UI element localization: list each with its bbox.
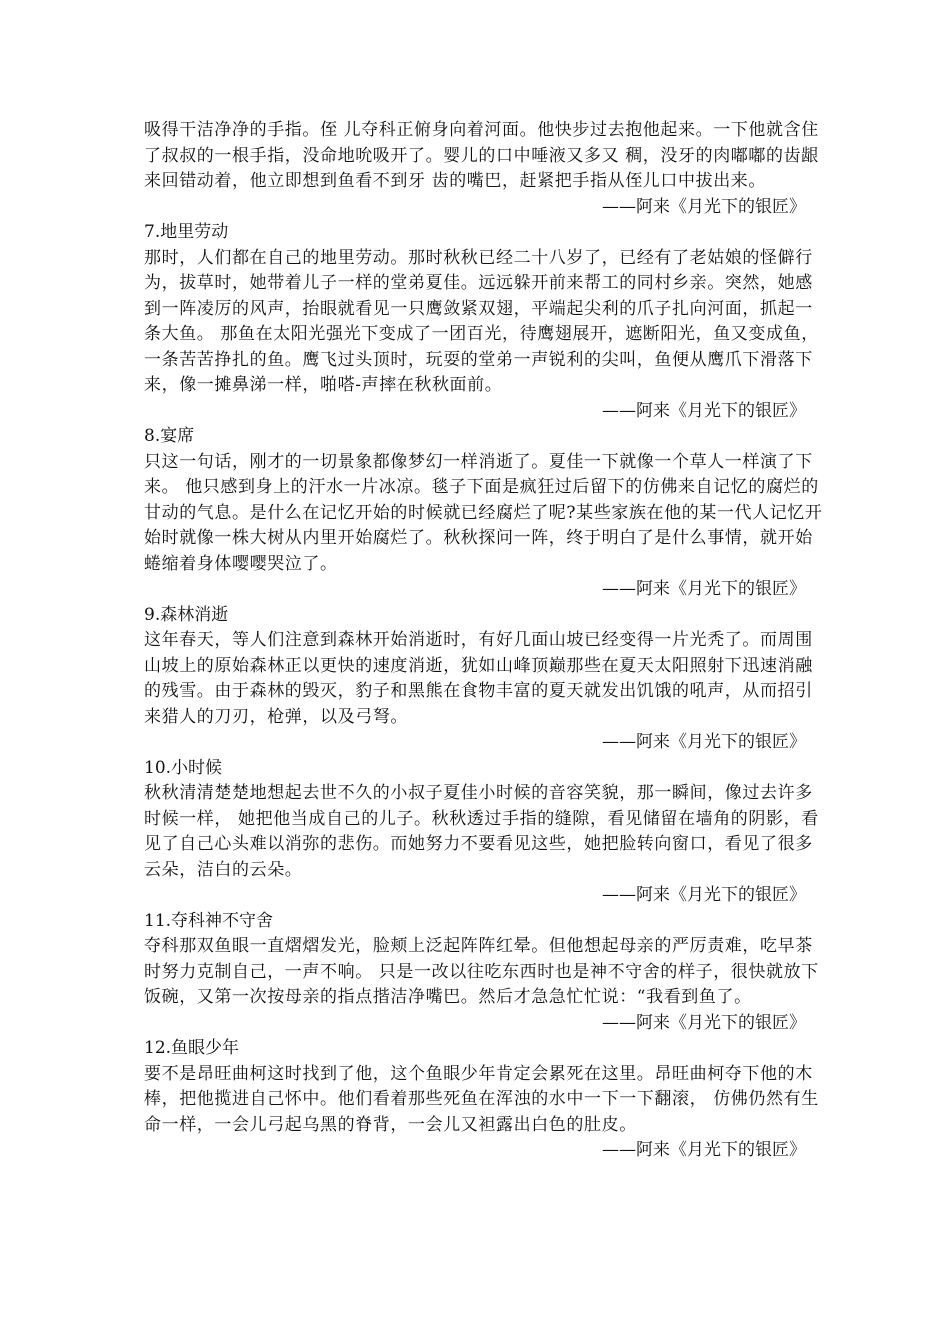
section-source: ——阿来《月光下的银匠》 (602, 885, 806, 905)
section-title: 8.宴席 (144, 426, 195, 446)
section-paragraph: 要不是昂旺曲柯这时找到了他，这个鱼眼少年肯定会累死在这里。昂旺曲柯夺下他的木棒，把他揽进自己怀中。他们看着那些死鱼在浑浊的水中一下一下翻滚， 仿佛仍然有生命一样，一会儿弓起乌黑的脊背，一会儿又袒露出白色的肚皮。 (144, 1063, 819, 1135)
section-7 (144, 220, 824, 424)
section-8 (144, 424, 824, 603)
section-source: ——阿来《月光下的银匠》 (602, 400, 806, 421)
section-10 (144, 756, 824, 909)
section-paragraph: 那时，人们都在自己的地里劳动。那时秋秋已经二十八岁了，已经有了老姑娘的怪僻行为，拔草时，她带着儿子一样的堂弟夏佳。远远躲开前来帮工的同村乡亲。突然，她感到一阵凌厉的风声，抬眼就看见一只鹰敛紧双翅，平端起尖利的爪子扎向河面，抓起一条大鱼。 那鱼在太阳光强光下变成了一团百光，待鹰翅展开，遮断阳光，鱼又变成鱼，一条苦苦挣扎的鱼。鹰飞过头顶时，玩耍的堂弟一声锐利的尖叫，鱼便从鹰爪下滑落下来，像一摊鼻涕一样，啪嗒-声摔在秋秋面前。 (144, 247, 819, 395)
section-9 (144, 603, 824, 756)
intro-section (144, 118, 824, 220)
section-paragraph: 这年春天，等人们注意到森林开始消逝时，有好几面山坡已经变得一片光秃了。而周围山坡上的原始森林正以更快的速度消逝，犹如山峰顶巅那些在夏天太阳照射下迅速消融的残雪。由于森林的毁灭，豹子和黑熊在食物丰富的夏天就发出饥饿的吼声，从而招引来猎人的刀刃，枪弹，以及弓弩。 (144, 630, 813, 727)
section-paragraph: 秋秋清清楚楚地想起去世不久的小叔子夏佳小时候的音容笑貌，那一瞬间，像过去许多时候一样， 她把他当成自己的儿子。秋秋透过手指的缝隙，看见储留在墙角的阴影，看见了自己心头难以消弥的悲伤。而她努力不要看见这些，她把脸转向窗口，看见了很多云朵，洁白的云朵。 (144, 783, 819, 880)
intro-paragraph: 吸得干洁净净的手指。侄 儿夺科正俯身向着河面。他快步过去抱他起来。一下他就含住 了叔叔的一根手指，没命地吮吸开了。婴儿的口中唾液又多又 稠，没牙的肉嘟嘟的齿龈来回错动着，他立即想到鱼看不到牙 齿的嘴巴，赶紧把手指从侄儿口中拔出来。 (144, 120, 819, 191)
section-source: ——阿来《月光下的银匠》 (602, 732, 806, 752)
section-source: ——阿来《月光下的银匠》 (602, 1140, 806, 1160)
section-title: 7.地里劳动 (144, 222, 229, 242)
section-source: ——阿来《月光下的银匠》 (602, 579, 806, 599)
section-title: 9.森林消逝 (144, 604, 229, 625)
section-source: ——阿来《月光下的银匠》 (602, 1012, 806, 1033)
section-title: 11.夺科神不守舍 (144, 910, 274, 931)
intro-source: ——阿来《月光下的银匠》 (602, 196, 806, 217)
section-paragraph: 夺科那双鱼眼一直熠熠发光，脸颊上泛起阵阵红晕。但他想起母亲的严厉责难，吃早茶时努力克制自己，一声不响。 只是一改以往吃东西时也是神不守舍的样子，很快就放下饭碗，又第一次按母亲的指点揩洁净嘴巴。然后才急急忙忙说：“我看到鱼了。 (144, 936, 819, 1007)
document-page (144, 118, 824, 1164)
section-11 (144, 909, 824, 1037)
section-paragraph: 只这一句话，刚才的一切景象都像梦幻一样消逝了。夏佳一下就像一个草人一样演了下来。 他只感到身上的汗水一片冰凉。毯子下面是疯狂过后留下的仿佛来自记忆的腐烂的甘动的气息。是什么在记忆开始的时候就已经腐烂了呢?某些家族在他的某一代人记忆开始时就像一株大树从内里开始腐烂了。秋秋探问一阵，终于明白了是什么事情，就开始蜷缩着身体嘤嘤哭泣了。 (144, 451, 823, 574)
section-title: 10.小时候 (144, 757, 223, 778)
section-12 (144, 1036, 824, 1164)
section-title: 12.鱼眼少年 (144, 1038, 240, 1058)
